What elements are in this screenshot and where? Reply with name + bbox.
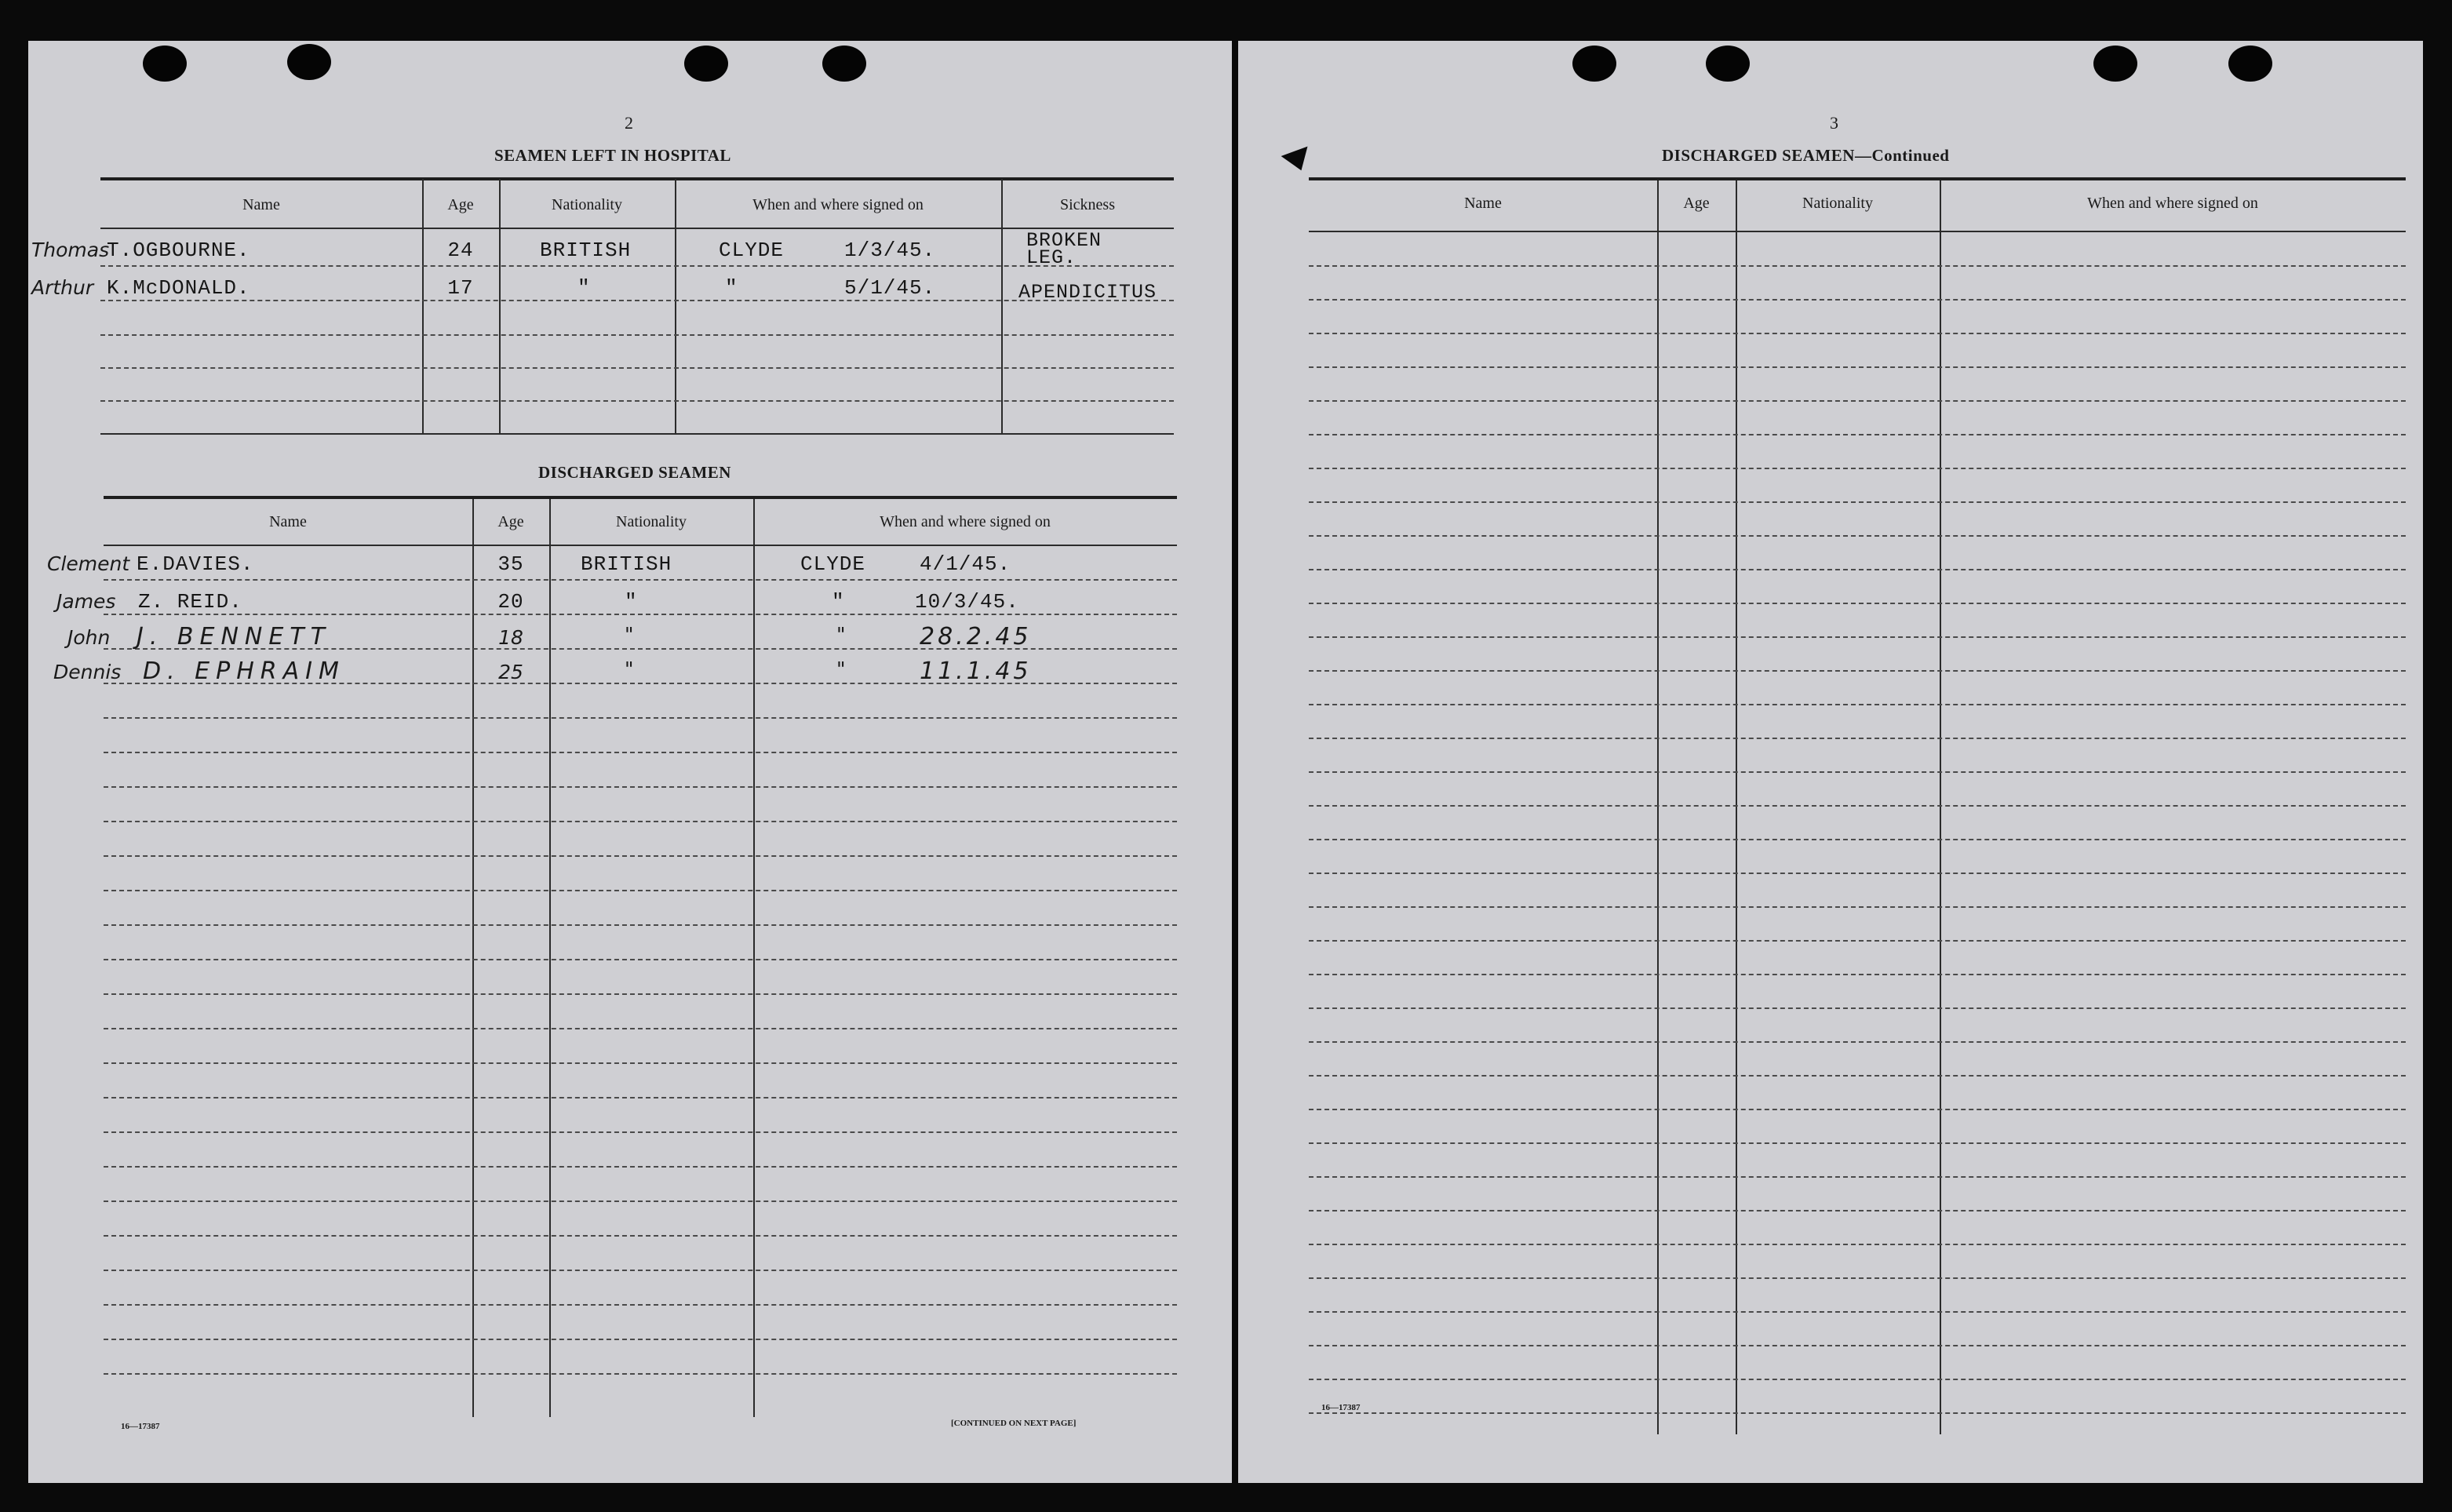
ruled-line [1309, 1311, 2406, 1313]
ruled-line [104, 890, 1177, 891]
first-name: James [56, 590, 116, 613]
nationality: " [625, 590, 638, 614]
ruled-line [1309, 1412, 2406, 1414]
ruled-line [104, 1270, 1177, 1271]
ruled-line [104, 1028, 1177, 1029]
signed-on-place: " [725, 276, 738, 300]
col-header-name: Name [1464, 195, 1502, 212]
ruled-line [1309, 434, 2406, 435]
surname: Z. REID. [138, 590, 242, 614]
ruled-line [104, 1131, 1177, 1133]
col-header-signed-on: When and where signed on [880, 513, 1051, 530]
form-number: 16—17387 [121, 1422, 160, 1431]
sickness: BROKEN LEG. [1026, 229, 1102, 269]
col-header-age: Age [1683, 195, 1710, 212]
signed-on-place: CLYDE [719, 239, 785, 262]
ruled-line [104, 855, 1177, 857]
discharged-continued-title: DISCHARGED SEAMEN—Continued [1662, 146, 1950, 165]
ruled-line [1309, 1210, 2406, 1211]
ruled-line [104, 579, 1177, 581]
ruled-line [104, 1062, 1177, 1064]
ruled-line [104, 752, 1177, 753]
ruled-line [1309, 1041, 2406, 1043]
punch-hole [287, 44, 331, 80]
right-page [1238, 41, 2423, 1483]
age: 24 [447, 239, 474, 262]
ruled-line [104, 821, 1177, 822]
punch-hole [2093, 46, 2137, 82]
ruled-line [104, 924, 1177, 926]
col-header-signed-on: When and where signed on [752, 196, 924, 213]
age: 35 [497, 552, 524, 576]
page-number: 2 [625, 113, 633, 133]
surname: T.OGBOURNE. [107, 239, 250, 262]
ruled-line [104, 786, 1177, 788]
ruled-line [1309, 400, 2406, 402]
col-header-name: Name [269, 513, 307, 530]
ruled-line [104, 993, 1177, 995]
ruled-line [1309, 468, 2406, 469]
ruled-line [1309, 704, 2406, 705]
signed-on-date: 1/3/45. [844, 239, 936, 262]
surname: D. EPHRAIM [143, 658, 345, 685]
surname: J. BENNETT [137, 623, 331, 650]
signed-on-date: 4/1/45. [920, 552, 1011, 576]
punch-hole [1572, 46, 1616, 82]
first-name: Clement [47, 552, 130, 575]
nationality: BRITISH [581, 552, 672, 576]
nationality: " [625, 658, 634, 680]
ruled-line [1309, 603, 2406, 604]
continued-note: [CONTINUED ON NEXT PAGE] [951, 1419, 1077, 1428]
punch-hole [684, 46, 728, 82]
ruled-line [104, 1200, 1177, 1202]
page-number: 3 [1830, 113, 1838, 133]
signed-on-place: " [836, 623, 846, 646]
col-header-sickness: Sickness [1060, 196, 1115, 213]
first-name: Arthur [31, 276, 94, 299]
ruled-line [1309, 1176, 2406, 1178]
hospital-section-title: SEAMEN LEFT IN HOSPITAL [494, 146, 731, 165]
ruled-line [1309, 670, 2406, 672]
arrow-mark-icon [1281, 147, 1315, 176]
ruled-line [104, 1304, 1177, 1306]
ruled-line [104, 1373, 1177, 1375]
ruled-line [1309, 1109, 2406, 1110]
ruled-line [104, 1339, 1177, 1340]
punch-hole [1706, 46, 1750, 82]
ruled-line [104, 1166, 1177, 1168]
surname: K.McDONALD. [107, 276, 250, 300]
signed-on-date: 10/3/45. [915, 590, 1019, 614]
ruled-line [1309, 771, 2406, 773]
punch-hole [2228, 46, 2272, 82]
surname: E.DAVIES. [137, 552, 254, 576]
ruled-line [1309, 501, 2406, 503]
signed-on-date: 5/1/45. [844, 276, 936, 300]
col-header-age: Age [497, 513, 524, 530]
col-header-nationality: Nationality [1802, 195, 1873, 212]
ruled-line [1309, 1142, 2406, 1144]
ruled-line [104, 614, 1177, 615]
age: 25 [498, 661, 523, 683]
ruled-line [1309, 366, 2406, 368]
punch-hole [143, 46, 187, 82]
signed-on-place: CLYDE [800, 552, 866, 576]
ruled-line [1309, 636, 2406, 638]
first-name: Thomas [31, 239, 110, 261]
ruled-line [1309, 265, 2406, 267]
ruled-line [1309, 1277, 2406, 1279]
ruled-line [104, 959, 1177, 960]
nationality: " [625, 623, 634, 646]
form-number: 16—17387 [1321, 1403, 1361, 1412]
ruled-line [1309, 738, 2406, 739]
ruled-line [104, 1097, 1177, 1098]
ruled-line [1309, 1379, 2406, 1380]
age: 18 [498, 626, 523, 649]
signed-on-place: " [832, 590, 845, 614]
sickness: APENDICITUS [1018, 281, 1157, 304]
ruled-line [1309, 873, 2406, 874]
ruled-line [1309, 1007, 2406, 1009]
left-page [28, 41, 1232, 1483]
col-header-signed-on: When and where signed on [2087, 195, 2258, 212]
signed-on-place: " [836, 658, 846, 680]
ruled-line [1309, 333, 2406, 334]
nationality: " [577, 276, 591, 300]
ruled-line [1309, 535, 2406, 537]
ruled-line [1309, 906, 2406, 908]
signed-on-date: 28.2.45 [920, 623, 1032, 650]
ruled-line [1309, 940, 2406, 942]
ruled-line [1309, 839, 2406, 840]
ruled-line [1309, 299, 2406, 301]
ruled-line [1309, 805, 2406, 807]
first-name: John [67, 626, 111, 649]
punch-hole [822, 46, 866, 82]
col-header-nationality: Nationality [552, 196, 622, 213]
ruled-line [1309, 569, 2406, 570]
col-header-nationality: Nationality [616, 513, 687, 530]
age: 17 [447, 276, 474, 300]
col-header-age: Age [447, 196, 474, 213]
col-header-name: Name [242, 196, 280, 213]
ruled-line [1309, 974, 2406, 975]
age: 20 [497, 590, 524, 614]
signed-on-date: 11.1.45 [920, 658, 1032, 685]
ruled-line [104, 717, 1177, 719]
ruled-line [1309, 1345, 2406, 1346]
discharged-section-title: DISCHARGED SEAMEN [538, 463, 731, 482]
nationality: BRITISH [540, 239, 632, 262]
first-name: Dennis [53, 661, 122, 683]
ruled-line [1309, 1075, 2406, 1077]
ruled-line [1309, 1244, 2406, 1245]
ruled-line [104, 1235, 1177, 1237]
